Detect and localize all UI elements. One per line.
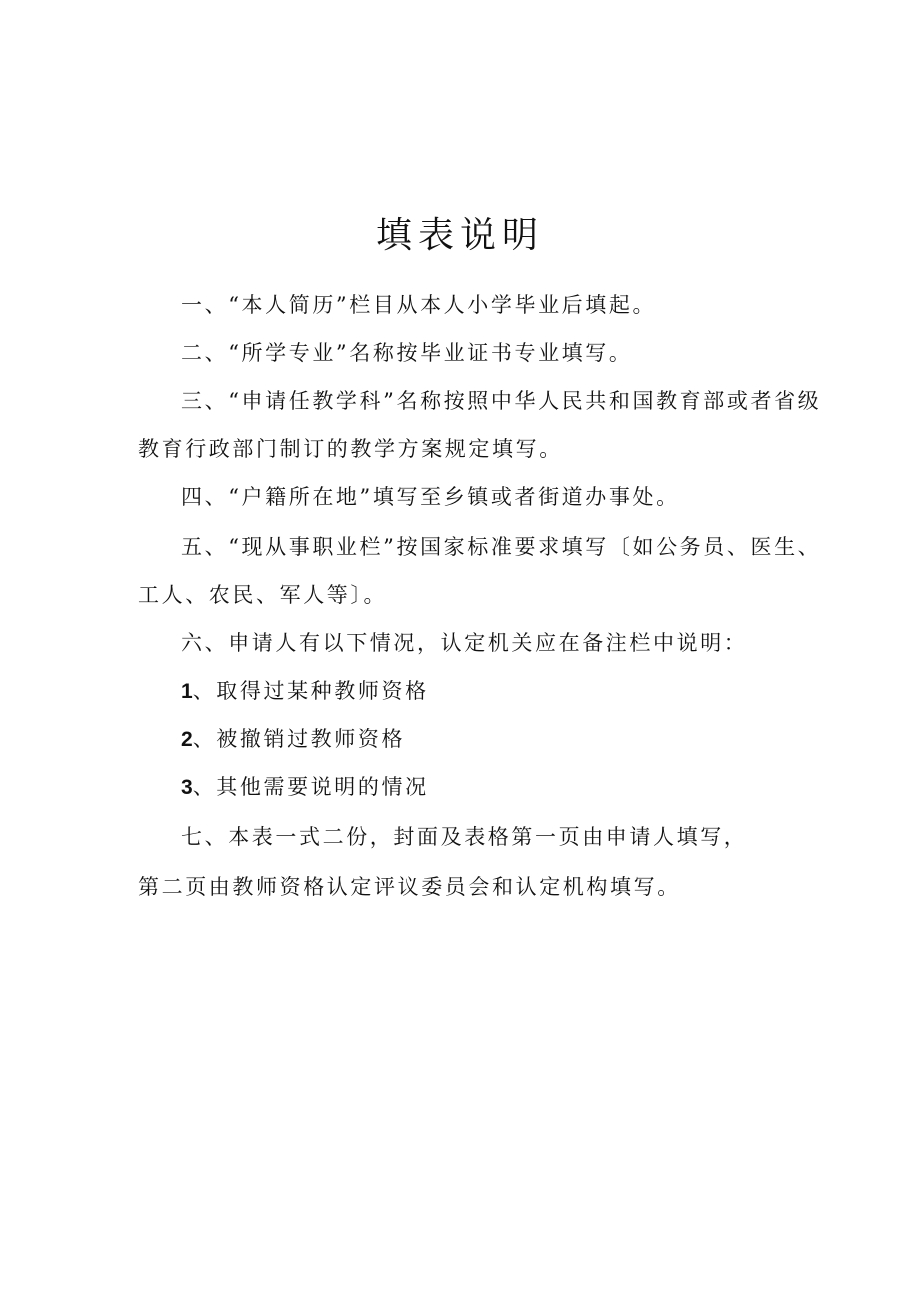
sub-item-text: 、被撤销过教师资格 bbox=[192, 727, 406, 751]
instruction-line-2: 二、“所学专业”名称按毕业证书专业填写。 bbox=[181, 341, 633, 365]
sub-item-1 bbox=[181, 676, 429, 707]
instruction-line-5: 五、“现从事职业栏”按国家标准要求填写〔如公务员、医生、 bbox=[181, 535, 822, 559]
instruction-line-7: 七、本表一式二份，封面及表格第一页由申请人填写， bbox=[181, 825, 748, 849]
sub-item-2 bbox=[181, 724, 405, 755]
instruction-line-6: 六、申请人有以下情况，认定机关应在备注栏中说明： bbox=[181, 631, 748, 655]
instruction-line-4: 四、“户籍所在地”填写至乡镇或者街道办事处。 bbox=[181, 485, 680, 509]
instruction-line-7-continued: 第二页由教师资格认定评议委员会和认定机构填写。 bbox=[138, 875, 681, 899]
sub-item-number: 1 bbox=[181, 680, 193, 703]
sub-item-text: 、其他需要说明的情况 bbox=[192, 775, 429, 799]
instruction-line-1: 一、“本人简历”栏目从本人小学毕业后填起。 bbox=[181, 293, 657, 317]
instruction-line-3: 三、“申请任教学科”名称按照中华人民共和国教育部或者省级 bbox=[181, 389, 822, 413]
sub-item-number: 3 bbox=[181, 776, 193, 799]
sub-item-number: 2 bbox=[181, 728, 193, 751]
instruction-line-5-continued: 工人、农民、军人等〕。 bbox=[138, 583, 388, 607]
sub-item-text: 、取得过某种教师资格 bbox=[192, 679, 429, 703]
sub-item-3 bbox=[181, 772, 429, 803]
instruction-line-3-continued: 教育行政部门制订的教学方案规定填写。 bbox=[138, 437, 563, 461]
page-title: 填表说明 bbox=[375, 215, 544, 257]
